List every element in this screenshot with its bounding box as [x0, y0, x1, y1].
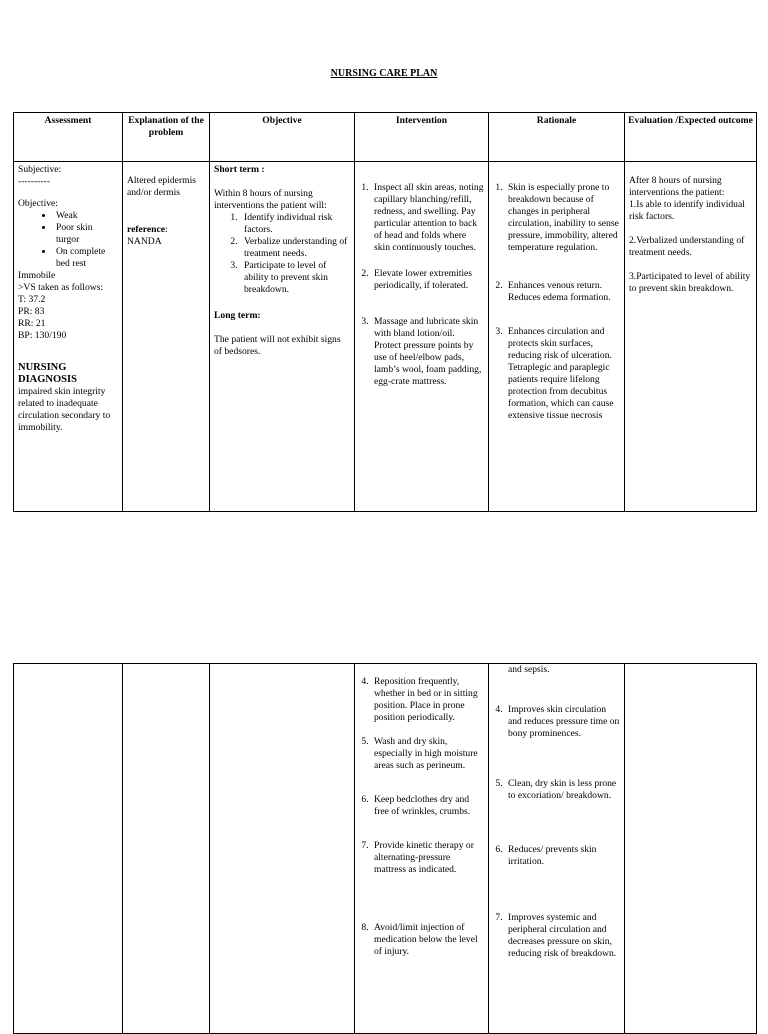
- rationale-continued-text: and sepsis.: [508, 664, 550, 675]
- evaluation-cell: [625, 162, 757, 512]
- intervention-cell-continued: [355, 664, 489, 1034]
- continued-row: [14, 664, 757, 1034]
- long-term-label: Long term:: [214, 309, 261, 321]
- header-row: [14, 113, 757, 162]
- objective-cell: [210, 162, 355, 512]
- document-title: NURSING CARE PLAN: [330, 68, 438, 79]
- intervention-cell: [355, 162, 489, 512]
- intervention-item: 8. Avoid/limit injection of medication below the level of injury.: [371, 922, 484, 958]
- explanation-text: Altered epidermis and/or dermis: [127, 175, 196, 198]
- rationale-item: 4. Improves skin circulation and reduces pressure time on bony prominences.: [505, 704, 620, 740]
- rationale-list: [489, 182, 620, 422]
- intervention-list: [355, 182, 484, 388]
- short-term-item: 2. Verbalize understanding of treatment needs.: [240, 236, 350, 260]
- vital-respiration: RR: 21: [18, 317, 46, 329]
- header-assessment: Assessment: [14, 113, 123, 162]
- care-plan-table-page1: [13, 112, 757, 512]
- vs-label: >VS taken as follows:: [18, 281, 104, 293]
- assessment-cell: [14, 162, 123, 512]
- subjective-value: ----------: [18, 175, 50, 187]
- rationale-item: 2. Enhances venous return. Reduces edema formation.: [505, 280, 620, 304]
- reference-colon: :: [165, 223, 168, 235]
- header-evaluation: Evaluation /Expected outcome: [625, 113, 757, 162]
- evaluation-item: 3.Participated to level of ability to prevent skin breakdown.: [629, 270, 751, 294]
- nursing-diagnosis-label: NURSING DIAGNOSIS: [18, 361, 77, 385]
- content-row: [14, 162, 757, 512]
- short-term-item: 1. Identify individual risk factors.: [240, 212, 350, 236]
- header-explanation: Explanation of the problem: [123, 113, 210, 162]
- rationale-cell-continued: [489, 664, 625, 1034]
- evaluation-item: 2.Verbalized understanding of treatment needs.: [629, 234, 745, 258]
- vital-blood-pressure: BP: 130/190: [18, 329, 67, 341]
- objective-item: • Weak: [54, 210, 118, 222]
- explanation-cell: [123, 162, 210, 512]
- objective-label: Objective:: [18, 197, 58, 209]
- objective-cell-continued: [210, 664, 355, 1034]
- rationale-item: 3. Enhances circulation and protects skin surfaces, reducing risk of ulceration. Tetraplegic and paraplegic patients require lifelong protection from decubitus formation, which can cause extensive tissue necrosis: [505, 326, 620, 422]
- intervention-item: 2. Elevate lower extremities periodically, if tolerated.: [371, 268, 484, 292]
- care-plan-table-page2: [13, 663, 757, 1034]
- vital-pulse: PR: 83: [18, 305, 45, 317]
- short-term-list: [214, 212, 350, 296]
- intervention-item: 4. Reposition frequently, whether in bed or in sitting position. Place in prone position periodically.: [371, 676, 484, 724]
- rationale-item: 5. Clean, dry skin is less prone to excoriation/ breakdown.: [505, 778, 620, 802]
- intervention-item: 1. Inspect all skin areas, noting capillary blanching/refill, redness, and swelling. Pay particular attention to back of head and folds where skin continuously touches.: [371, 182, 484, 254]
- intervention-item: 6. Keep bedclothes dry and free of wrinkles, crumbs.: [371, 794, 484, 818]
- evaluation-cell-continued: [625, 664, 757, 1034]
- nursing-diagnosis-text: impaired skin integrity related to inadequate circulation secondary to immobility.: [18, 385, 111, 433]
- explanation-cell-continued: [123, 664, 210, 1034]
- objective-item: • Poor skin turgor: [54, 222, 118, 246]
- header-rationale: Rationale: [489, 113, 625, 162]
- short-term-intro: Within 8 hours of nursing interventions the patient will:: [214, 187, 327, 211]
- evaluation-item: 1.Is able to identify individual risk factors.: [629, 198, 745, 222]
- reference-value: NANDA: [127, 235, 162, 247]
- short-term-item: 3. Participate to level of ability to prevent skin breakdown.: [240, 260, 350, 296]
- assessment-cell-continued: [14, 664, 123, 1034]
- objective-item: • On complete bed rest: [54, 246, 118, 270]
- rationale-item: 7. Improves systemic and peripheral circulation and decreases pressure on skin, reducing risk of breakdown.: [505, 912, 620, 960]
- header-intervention: Intervention: [355, 113, 489, 162]
- rationale-list-continued: [489, 704, 620, 960]
- intervention-item: 7. Provide kinetic therapy or alternating-pressure mattress as indicated.: [371, 840, 484, 876]
- vital-temperature: T: 37.2: [18, 293, 46, 305]
- objective-list: [18, 210, 118, 270]
- long-term-text: The patient will not exhibit signs of bedsores.: [214, 333, 341, 357]
- intervention-list-continued: [355, 676, 484, 958]
- reference-label: reference: [127, 223, 165, 235]
- intervention-item: 5. Wash and dry skin, especially in high moisture areas such as perineum.: [371, 736, 484, 772]
- rationale-cell: [489, 162, 625, 512]
- subjective-label: Subjective:: [18, 164, 62, 175]
- intervention-item: 3. Massage and lubricate skin with bland lotion/oil. Protect pressure points by use of heel/elbow pads, lamb’s wool, foam padding, egg-crate mattress.: [371, 316, 484, 388]
- header-objective: Objective: [210, 113, 355, 162]
- evaluation-intro: After 8 hours of nursing interventions the patient:: [629, 175, 725, 198]
- rationale-item: 6. Reduces/ prevents skin irritation.: [505, 844, 620, 868]
- short-term-label: Short term :: [214, 164, 265, 175]
- immobile-text: Immobile: [18, 269, 56, 281]
- rationale-item: 1. Skin is especially prone to breakdown because of changes in peripheral circulation, inability to sense pressure, immobility, altered temperature regulation.: [505, 182, 620, 254]
